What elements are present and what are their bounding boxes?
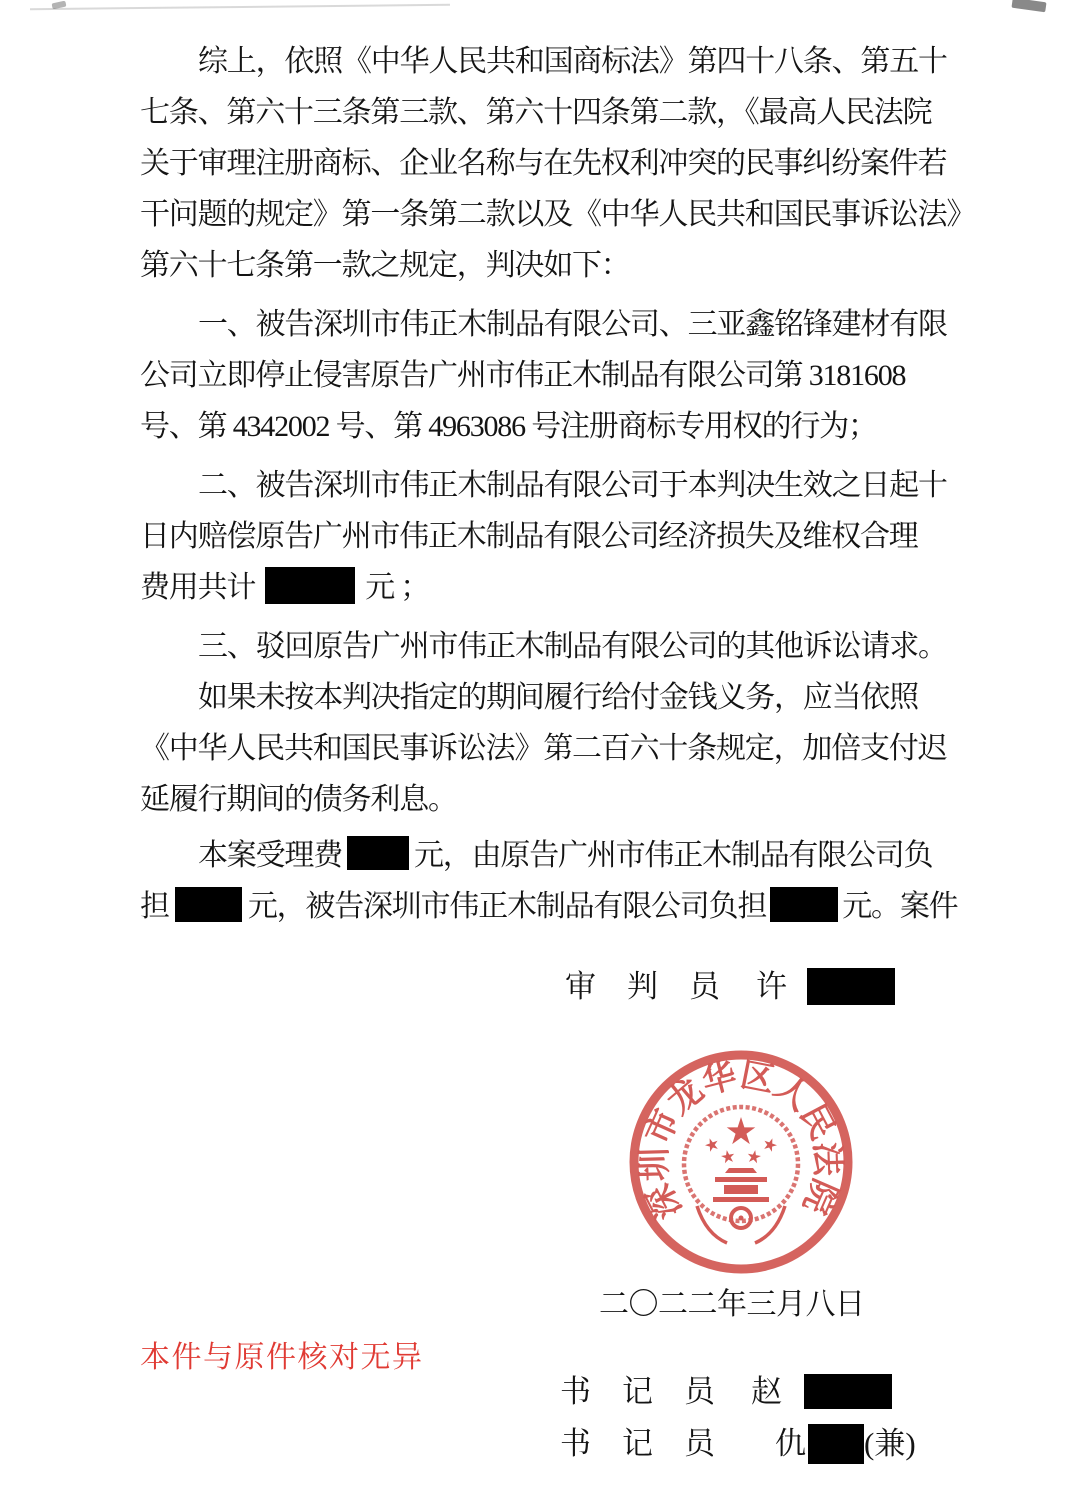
redaction-box-acceptance-fee <box>347 836 409 870</box>
emblem-big-star <box>727 1117 756 1144</box>
text-line: 号、第 4342002 号、第 4963086 号注册商标专用权的行为； <box>140 410 877 443</box>
text-line: 如果未按本判决指定的期间履行给付金钱义务，应当依照 <box>198 681 918 714</box>
seal-court-name: 深圳市龙华区人民法院 <box>636 1056 846 1225</box>
text-line <box>140 830 950 881</box>
text-segment: 元，被告深圳市伟正木制品有限公司负担 <box>247 890 767 923</box>
scan-smudge-top-right <box>1011 0 1046 12</box>
redaction-box-plaintiff-share <box>175 887 242 922</box>
clerk-signature-row-2 <box>560 1424 916 1464</box>
emblem-gate-wall <box>724 1185 758 1194</box>
text-segment: 元。案件 <box>842 890 958 923</box>
paragraph-legal-basis <box>140 36 976 291</box>
paragraph-ruling-item-1 <box>140 299 950 452</box>
emblem-gate-roof <box>715 1177 767 1182</box>
text-line: 二、被告深圳市伟正木制品有限公司于本判决生效之日起十 <box>198 469 947 502</box>
text-segment: 本案受理费 <box>198 839 342 872</box>
text-line: 一、被告深圳市伟正木制品有限公司、三亚鑫铭锋建材有限 <box>198 308 947 341</box>
copy-verification-note: 本件与原件核对无异 <box>140 1341 424 1374</box>
scan-scratch-line <box>30 4 450 10</box>
text-line: 第六十七条第一款之规定，判决如下： <box>140 249 630 282</box>
seal-national-emblem <box>684 1107 798 1243</box>
paragraph-court-fees <box>140 830 958 932</box>
clerk-role-label: 书 记 员 <box>560 1374 715 1409</box>
emblem-gate-top-roof <box>725 1168 757 1173</box>
redaction-box-clerk1-name <box>804 1374 892 1409</box>
text-line: 三、驳回原告广州市伟正木制品有限公司的其他诉讼请求。 <box>198 630 947 663</box>
text-line <box>140 562 950 613</box>
clerk-surname: 仇 <box>775 1426 806 1461</box>
judge-surname: 许 <box>756 969 787 1004</box>
text-line: 综上，依照《中华人民共和国商标法》第四十八条、第五十 <box>198 45 947 78</box>
paragraph-ruling-item-3 <box>140 621 950 672</box>
paragraph-ruling-item-2 <box>140 460 950 613</box>
text-segment: 担 <box>140 890 169 923</box>
emblem-gear-center <box>739 1216 744 1221</box>
emblem-small-star <box>720 1149 735 1164</box>
emblem-small-star <box>762 1136 779 1152</box>
clerk-role-label: 书 记 员 <box>560 1426 715 1461</box>
text-line: 延履行期间的债务利息。 <box>140 783 457 816</box>
judge-signature-row <box>565 967 895 1007</box>
court-seal-graphic <box>627 1048 855 1276</box>
text-line: 关于审理注册商标、企业名称与在先权利冲突的民事纠纷案件若 <box>140 147 947 180</box>
court-seal <box>627 1048 855 1276</box>
text-line: 七条、第六十三条第三款、第六十四条第二款，《最高人民法院 <box>140 96 932 129</box>
emblem-wreath-right <box>755 1206 785 1243</box>
clerk-concurrent-suffix: (兼) <box>864 1426 916 1461</box>
text-line: 公司立即停止侵害原告广州市伟正木制品有限公司第 3181608 <box>140 359 906 392</box>
text-line: 日内赔偿原告广州市伟正木制品有限公司经济损失及维权合理 <box>140 520 918 553</box>
paragraph-late-performance <box>140 672 950 825</box>
emblem-small-star <box>703 1136 720 1152</box>
text-segment: 元 ； <box>365 571 430 604</box>
redaction-box-compensation-amount <box>265 567 355 604</box>
judge-role-label: 审 判 员 <box>565 969 720 1004</box>
redaction-box-judge-name <box>807 968 895 1005</box>
emblem-gate-base <box>713 1197 769 1202</box>
emblem-small-star <box>746 1149 761 1164</box>
text-segment: 元，由原告广州市伟正木制品有限公司负 <box>414 839 933 872</box>
redaction-box-clerk2-name <box>808 1424 864 1464</box>
text-segment: 费用共计 <box>140 571 256 604</box>
text-line <box>140 881 958 932</box>
text-line: 干问题的规定》第一条第二款以及《中华人民共和国民事诉讼法》 <box>140 198 976 231</box>
judgment-body <box>140 36 976 932</box>
text-line: 《中华人民共和国民事诉讼法》第二百六十条规定，加倍支付迟 <box>140 732 947 765</box>
clerk-signature-row-1 <box>560 1372 892 1412</box>
redaction-box-defendant-share <box>770 887 838 922</box>
clerk-surname: 赵 <box>751 1374 782 1409</box>
judgment-date: 二〇二二年三月八日 <box>599 1288 865 1321</box>
